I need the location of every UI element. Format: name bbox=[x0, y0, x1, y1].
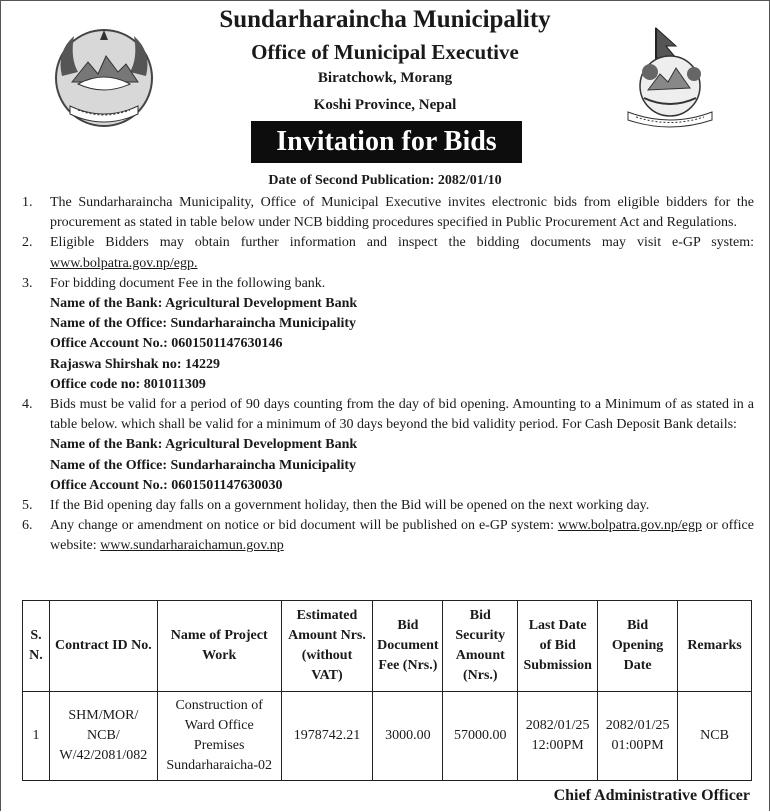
address-line-2: Koshi Province, Nepal bbox=[313, 97, 457, 113]
notice-list bbox=[14, 193, 754, 557]
item-text: or office website: bbox=[50, 518, 754, 554]
municipality-website-link[interactable]: www.sundarharaichamun.gov.np bbox=[100, 538, 284, 554]
egp-link[interactable]: www.bolpatra.gov.np/egp. bbox=[50, 255, 198, 271]
item-number: 3. bbox=[22, 275, 33, 291]
column-header: S. N. bbox=[23, 601, 50, 692]
item-number: 5. bbox=[22, 498, 33, 514]
bank-detail: Name of the Office: Sundarharaincha Municipality bbox=[50, 457, 357, 473]
table-row bbox=[23, 692, 752, 781]
list-item-5 bbox=[14, 496, 754, 516]
table-cell: 3000.00 bbox=[373, 692, 443, 781]
bid-table bbox=[22, 600, 752, 781]
column-header: Last Date of Bid Submission bbox=[518, 601, 598, 692]
table-cell: 2082/01/25 01:00PM bbox=[598, 692, 678, 781]
list-item-3 bbox=[14, 274, 754, 395]
bank-detail: Name of the Bank: Agricultural Development Bank bbox=[50, 296, 358, 312]
column-header: Bid Security Amount (Nrs.) bbox=[443, 601, 518, 692]
table-cell: 1978742.21 bbox=[281, 692, 373, 781]
list-item-6 bbox=[14, 516, 754, 556]
item-text: The Sundarharaincha Municipality, Office of Municipal Executive invites electronic bids from eligible bidders for the procurement as stated in table below under NCB bidding procedures specified in Public Procurement Act and Regulations. bbox=[50, 195, 754, 231]
column-header: Bid Document Fee (Nrs.) bbox=[373, 601, 443, 692]
egp-link[interactable]: www.bolpatra.gov.np/egp bbox=[557, 518, 702, 534]
column-header: Contract ID No. bbox=[49, 601, 157, 692]
column-header: Name of Project Work bbox=[157, 601, 281, 692]
column-header: Remarks bbox=[678, 601, 752, 692]
list-item-2 bbox=[14, 233, 754, 273]
municipality-title: Sundarharaincha Municipality bbox=[219, 6, 551, 33]
table-cell: 1 bbox=[23, 692, 50, 781]
item-number: 4. bbox=[22, 397, 33, 413]
signature-title: Chief Administrative Officer bbox=[553, 787, 750, 804]
item-number: 6. bbox=[22, 518, 33, 534]
table-cell: 57000.00 bbox=[443, 692, 518, 781]
item-text: Any change or amendment on notice or bid document will be published on e-GP system: bbox=[50, 518, 558, 534]
column-header: Bid Opening Date bbox=[598, 601, 678, 692]
table-cell: Construction of Ward Office Premises Sundarharaicha-02 bbox=[157, 692, 281, 781]
item-text: Bids must be valid for a period of 90 days counting from the day of bid opening. Amounting to a Minimum of as stated in a table below. which shall be valid for a minimum of 30 days beyond the bid validity period. For Cash Deposit Bank details: bbox=[50, 397, 754, 433]
list-item-1 bbox=[14, 193, 754, 233]
bank-detail: Rajaswa Shirshak no: 14229 bbox=[50, 356, 220, 372]
table-cell: 2082/01/25 12:00PM bbox=[518, 692, 598, 781]
item-number: 1. bbox=[22, 195, 33, 210]
office-title: Office of Municipal Executive bbox=[251, 40, 519, 64]
table-header-row bbox=[23, 601, 752, 692]
invitation-banner: Invitation for Bids bbox=[251, 121, 522, 163]
item-number: 2. bbox=[22, 235, 33, 251]
address-line-1: Biratchowk, Morang bbox=[317, 70, 453, 86]
bank-detail: Name of the Bank: Agricultural Development Bank bbox=[50, 437, 358, 453]
table-cell: SHM/MOR/ NCB/ W/42/2081/082 bbox=[49, 692, 157, 781]
publication-date: Date of Second Publication: 2082/01/10 bbox=[268, 173, 502, 188]
bank-detail: Office code no: 801011309 bbox=[50, 376, 206, 392]
item-text: For bidding document Fee in the following bank. bbox=[50, 275, 326, 291]
bank-detail: Name of the Office: Sundarharaincha Municipality bbox=[50, 316, 357, 332]
table-cell: NCB bbox=[678, 692, 752, 781]
item-text: If the Bid opening day falls on a government holiday, then the Bid will be opened on the next working day. bbox=[50, 498, 650, 514]
column-header: Estimated Amount Nrs. (without VAT) bbox=[281, 601, 373, 692]
bank-detail: Office Account No.: 0601501147630146 bbox=[50, 336, 283, 352]
list-item-4 bbox=[14, 395, 754, 496]
item-text: Eligible Bidders may obtain further information and inspect the bidding documents may visit e-GP system: bbox=[50, 235, 754, 251]
bank-detail: Office Account No.: 0601501147630030 bbox=[50, 477, 283, 493]
